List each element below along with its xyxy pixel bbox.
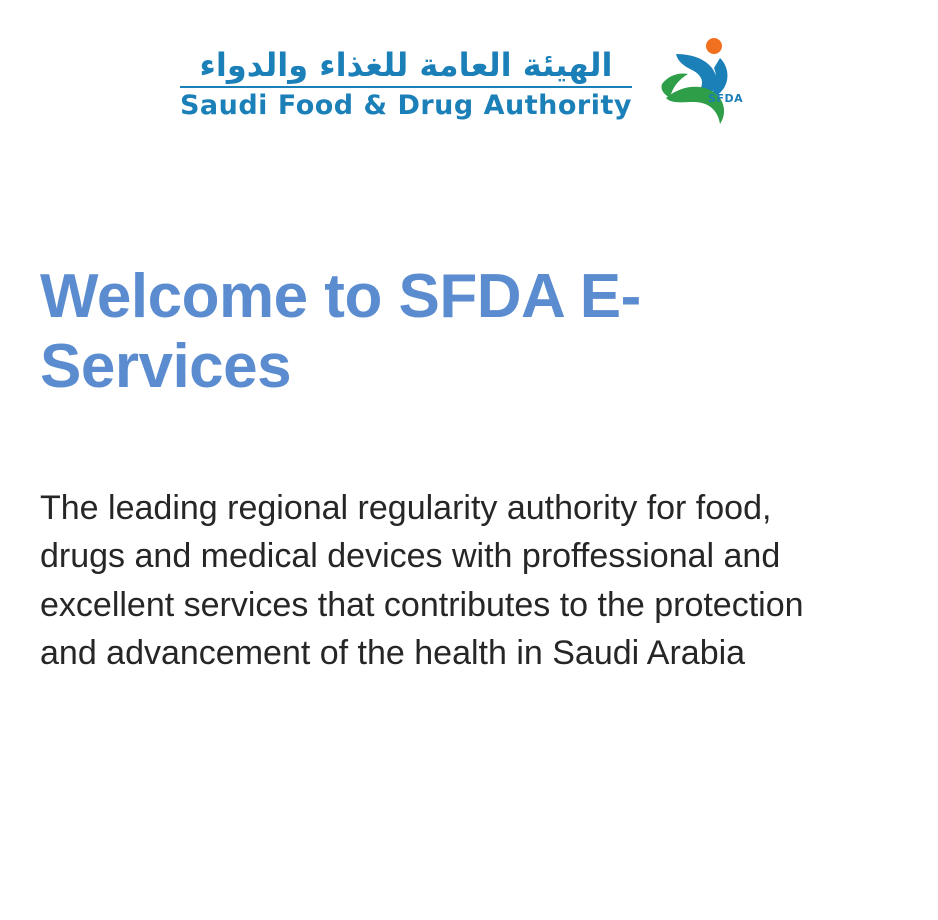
hero-section (40, 262, 852, 677)
logo-wordmark (179, 46, 633, 121)
logo-divider-rule (180, 86, 632, 88)
page-title: Welcome to SFDA E-Services (40, 262, 641, 402)
logo-mark-label: SFDA (708, 92, 744, 105)
sfda-emblem-icon (650, 36, 758, 132)
logo-arabic-name: الهيئة العامة للغذاء والدواء (199, 46, 613, 84)
page-header (0, 0, 938, 200)
logo-english-name: Saudi Food & Drug Authority (179, 90, 633, 121)
sfda-logo[interactable] (180, 36, 758, 132)
hero-description: The leading regional regularity authority for food, drugs and medical devices with proffessional and excellent services that contributes to the protection and advancement of the health in Saudi Arabia (40, 489, 804, 672)
